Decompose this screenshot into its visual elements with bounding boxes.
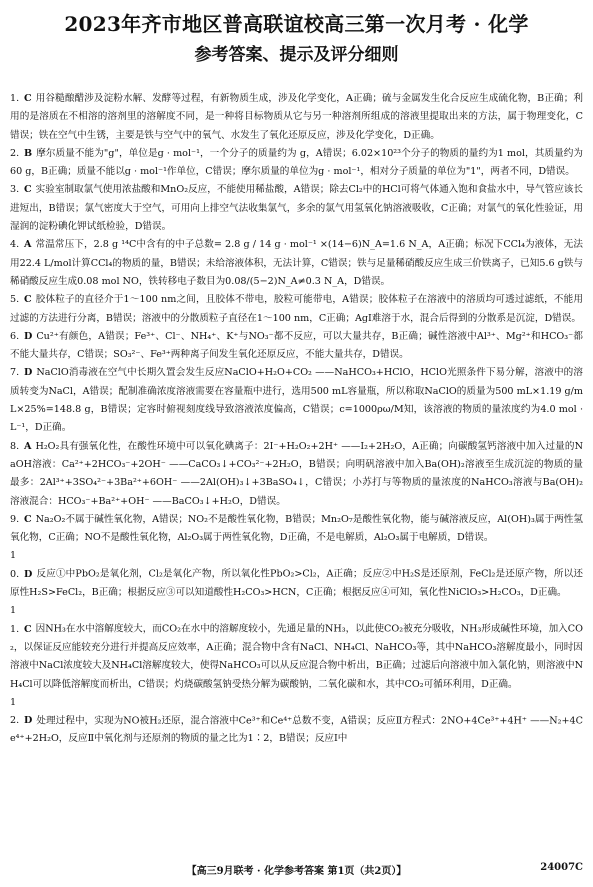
question-answer: D <box>24 367 33 379</box>
question-explanation: 实验室制取氯气使用浓盐酸和MnO₂反应，不能使用稀盐酸，A错误；除去Cl₂中的HCl可将气体通入饱和食盐水中，导气管应该长进短出，B错误；氯气密度大于空气，可用向上排空气法收集氯气，多余的氯气用氢氧化钠溶液吸收，C正确；对氯气的氧化性验证，用湿润的淀粉碘化钾试纸检验，D错误。 <box>10 184 583 233</box>
question-number: 3. <box>10 184 20 196</box>
question-explanation: H₂O₂具有强氧化性，在酸性环境中可以氧化碘离子：2I⁻+H₂O₂+2H⁺ ——I₂+2H₂O，A正确；向碳酸氢钙溶液中加入过量的NaOH溶液：Ca²⁺+2HCO₃⁻+2OH⁻ ——CaCO₃↓+CO₃²⁻+2H₂O，B错误；向明矾溶液中加入Ba(OH)₂溶液至生成沉淀的物质的量最多：2Al³⁺+3SO₄²⁻+3Ba²⁺+6OH⁻ ——2Al(OH)₃↓+3BaSO₄↓，C错误；小苏打与等物质的量浓度的NaHCO₃溶液与Ba(OH)₂溶液混合：HCO₃⁻+Ba²⁺+OH⁻ ——BaCO₃↓+H₂O，D错误。 <box>10 440 583 507</box>
question-explanation: 处理过程中，实现为NO被H₂还原，混合溶液中Ce³⁺和Ce⁴⁺总数不变，A错误；反应Ⅱ方程式：2NO+4Ce³⁺+4H⁺ ——N₂+4Ce⁴⁺+2H₂O，反应Ⅱ中氧化剂与还原剂的物质的量之比为1∶2，B错误；反应Ⅰ中 <box>10 715 583 745</box>
question-answer: C <box>24 294 32 306</box>
question-number: 5. <box>10 294 20 306</box>
answer-item <box>10 602 583 693</box>
question-explanation: 反应①中PbO₂是氧化剂，Cl₂是氧化产物，所以氧化性PbO₂>Cl₂，A正确；反应②中H₂S是还原剂，FeCl₂是还原产物，所以还原性H₂S>FeCl₂，B正确；根据反应③可以知道酸性H₂CO₃>HCN，C正确；根据反应④可知，氧化性NiClO₃>H₂CO₃，D正确。 <box>10 568 583 599</box>
answer-list <box>10 90 583 842</box>
answer-item <box>10 364 583 437</box>
answer-item <box>10 511 583 548</box>
answer-item <box>10 90 583 145</box>
question-explanation: 用谷糙酿醋涉及淀粉水解、发酵等过程，有新物质生成，涉及化学变化，A正确；硫与金属发生化合反应生成硫化物，B正确；利用的是溶质在不相溶的溶剂里的溶解度不同，是一种将目标物质从它与另一种溶剂所组成的溶液里提取出来的方法，属于物理变化，C错误；铁在空气中生锈，主要是铁与空气中的氧气、水发生了氧化还原反应，涉及化学变化，D正确。 <box>10 93 583 141</box>
question-number: 11. <box>10 605 20 635</box>
question-explanation: Na₂O₂不属于碱性氧化物，A错误；NO₂不是酸性氧化物，B错误；Mn₂O₇是酸性氧化物，能与碱溶液反应，Al(OH)₃属于两性氢氧化物，C正确；NO不是酸性氧化物，Al₂O₃属于两性氧化物，D正确，不是电解质，Al₂O₃属于电解质，D错误。 <box>10 513 583 544</box>
question-explanation: Cu²⁺有颜色，A错误；Fe³⁺、Cl⁻、NH₄⁺、K⁺与NO₃⁻都不反应，可以大量共存，B正确；碱性溶液中Al³⁺、Mg²⁺和HCO₃⁻都不能大量共存，C错误；SO₃²⁻、Fe³⁺两种离子间发生氧化还原反应，不能大量共存，D错误。 <box>10 330 583 361</box>
question-answer: A <box>24 239 32 251</box>
question-answer: C <box>24 93 32 104</box>
document-title: 2023年齐市地区普高联谊校高三第一次月考 · 化学 <box>64 12 529 36</box>
question-number: 8. <box>10 440 20 452</box>
answer-item <box>10 291 583 328</box>
answer-item <box>10 547 583 602</box>
question-answer: D <box>24 568 33 580</box>
question-number: 12. <box>10 696 20 727</box>
question-explanation: 常温常压下，2.8 g ¹⁴C中含有的中子总数= 2.8 g / 14 g · mol⁻¹ ×(14−6)N_A=1.6 N_A，A正确；标况下CCl₄为液体，无法用22.4 L/mol计算CCl₄的物质的量，B错误；未给溶液体积，无法计算，C错误；铁与足量稀硝酸反应生成三价铁离子，已知5.6 g铁与稀硝酸反应生成0.08 mol NO，铁转移电子数目为0.08/(5−2)N_A≠0.3 N_A，D错误。 <box>10 239 583 287</box>
question-number: 9. <box>10 513 20 525</box>
question-answer: A <box>24 440 32 452</box>
question-number: 10. <box>10 550 20 580</box>
question-number: 2. <box>10 147 20 159</box>
answer-item <box>10 236 583 291</box>
question-explanation: NaClO消毒液在空气中长期久置会发生反应NaClO+H₂O+CO₂ ——NaHCO₃+HClO，HClO光照条件下易分解，溶液中的溶质转变为NaCl，A错误；配制准确浓度溶液需要在容量瓶中进行，选用500 mL容量瓶，所以称取NaClO的质量为500 mL×1.19 g/mL×25%=148.8 g，B错误；定容时俯视刻度线导致溶液浓度偏高，C错误；c=1000ρω/M知，该溶液的物质的量浓度约为4.0 mol · L⁻¹，D正确。 <box>10 367 583 434</box>
page-footer <box>0 862 593 882</box>
question-explanation: 因NH₃在水中溶解度较大，而CO₂在水中的溶解度较小，先通足量的NH₃，以此使CO₂被充分吸收，NH₃形成碱性环境，加入CO₂，以保证反应能较充分进行并提高反应效率，A正确；混合物中含有NaCl、NH₄Cl、NaHCO₃等，其中NaHCO₃溶解度最小，同时因溶液中NaCl浓度较大及NH₄Cl溶解度较大，使得NaHCO₃可以从反应混合物中析出，B正确；过滤后向溶液中加入氯化钠，则溶液中NH₄Cl可以降低溶解度而析出，C错误；灼烧碳酸氢钠受热分解为碳酸钠，二氧化碳和水，其中CO₂可循环利用，D正确。 <box>10 623 583 690</box>
question-number: 6. <box>10 330 20 342</box>
question-number: 4. <box>10 239 20 251</box>
question-number: 7. <box>10 367 20 379</box>
question-explanation: 摩尔质量不能为"g"，单位是g · mol⁻¹，一个分子的质量约为 g，A错误；6.02×10²³个分子的物质的量约为1 mol，其质量约为60 g，B正确；质量不能以g · mol⁻¹作单位，C错误；摩尔质量的单位为g · mol⁻¹，相对分子质量的单位为"1"，两者不同，D错误。 <box>10 147 583 178</box>
question-answer: D <box>24 715 33 727</box>
answer-item <box>10 145 583 182</box>
question-number: 1. <box>10 93 20 104</box>
footer-page-info: 【高三9月联考 · 化学参考答案 第1页（共2页）】 <box>186 866 407 877</box>
question-answer: B <box>24 147 33 159</box>
answer-item <box>10 181 583 236</box>
question-answer: C <box>24 513 32 525</box>
footer-code: 24007C <box>540 862 583 873</box>
question-answer: C <box>24 184 32 196</box>
question-explanation: 胶体粒子的直径介于1～100 nm之间，且胶体不带电，胶粒可能带电，A错误；胶体粒子在溶液中的溶质均可透过滤纸，不能用过滤的方法进行分离，B错误；溶液中的分散质粒子直径在1～100 nm，C正确；AgI难溶于水，混合后得到的分散系是沉淀，D错误。 <box>10 294 583 324</box>
answer-item <box>10 328 583 365</box>
document-subtitle: 参考答案、提示及评分细则 <box>194 45 399 65</box>
question-answer: C <box>24 623 32 635</box>
question-answer: D <box>24 330 33 342</box>
answer-item <box>10 694 583 749</box>
answer-item <box>10 438 583 511</box>
